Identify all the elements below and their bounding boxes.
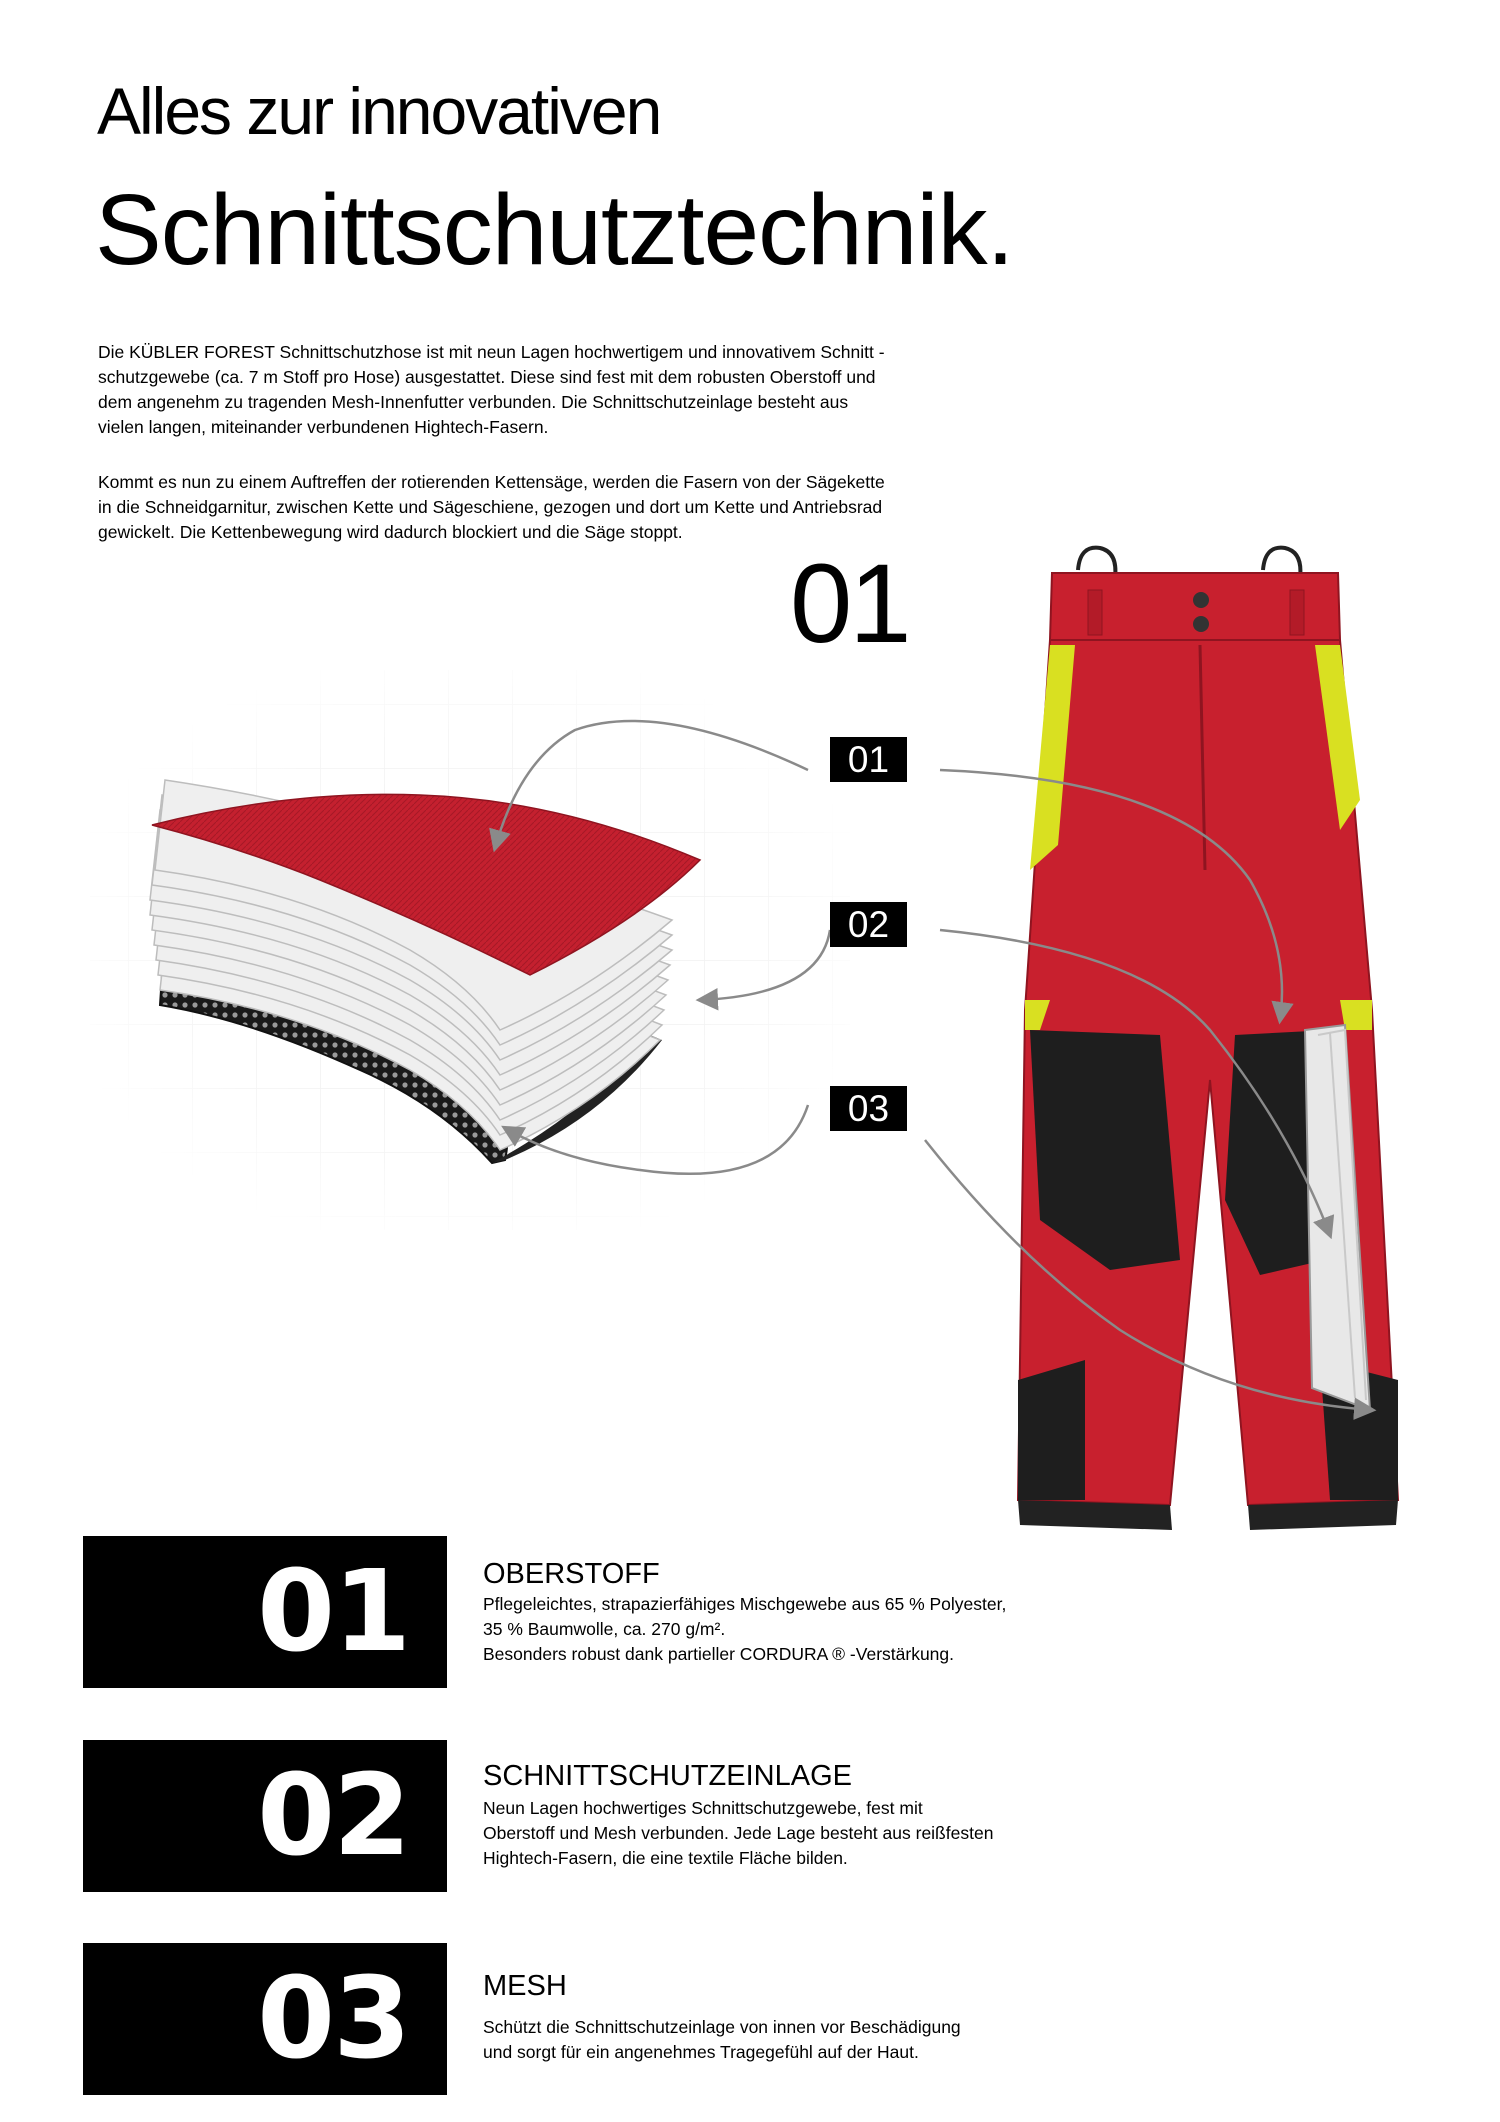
intro-line: in die Schneidgarnitur, zwischen Kette und Sägeschiene, gezogen und dort um Kette und Antriebsrad	[98, 497, 883, 517]
section-description-oberstoff	[483, 1592, 1006, 1667]
section-line: Schützt die Schnittschutzeinlage von innen vor Beschädigung	[483, 2017, 961, 2037]
intro-line: dem angenehm zu tragenden Mesh-Innenfutter verbunden. Die Schnittschutzeinlage besteht aus	[98, 392, 849, 412]
section-title-schnittschutzeinlage: SCHNITTSCHUTZEINLAGE	[483, 1760, 852, 1792]
intro-line: Kommt es nun zu einem Auftreffen der rotierenden Kettensäge, werden die Fasern von der Sägekette	[98, 472, 885, 492]
section-title-oberstoff: OBERSTOFF	[483, 1558, 660, 1590]
callout-tag-01: 01	[830, 737, 907, 782]
intro-paragraph-1	[98, 340, 1018, 440]
intro-line: Die KÜBLER FOREST Schnittschutzhose ist mit neun Lagen hochwertigem und innovativem Schnitt -	[98, 342, 885, 362]
trousers-illustration	[1018, 548, 1398, 1530]
section-line: 35 % Baumwolle, ca. 270 g/m².	[483, 1619, 726, 1639]
section-line: und sorgt für ein angenehmes Tragegefühl auf der Haut.	[483, 2042, 919, 2062]
section-line: Neun Lagen hochwertiges Schnittschutzgewebe, fest mit	[483, 1798, 923, 1818]
intro-paragraph-2	[98, 470, 1018, 545]
intro-line: gewickelt. Die Kettenbewegung wird dadurch blockiert und die Säge stoppt.	[98, 522, 683, 542]
section-line: Pflegeleichtes, strapazierfähiges Mischgewebe aus 65 % Polyester,	[483, 1594, 1007, 1614]
section-number-box-02: 02	[83, 1740, 447, 1892]
intro-line: schutzgewebe (ca. 7 m Stoff pro Hose) ausgestattet. Diese sind fest mit dem robusten Oberstoff und	[98, 367, 876, 387]
section-title-mesh: MESH	[483, 1970, 567, 2002]
section-line: Besonders robust dank partieller CORDURA ® -Verstärkung.	[483, 1644, 955, 1664]
section-line: Hightech-Fasern, die eine textile Fläche bilden.	[483, 1848, 848, 1868]
page-title-line1: Alles zur innovativen	[97, 74, 661, 148]
section-number-box-03: 03	[83, 1943, 447, 2095]
page-title-line2: Schnittschutztechnik.	[95, 174, 1014, 286]
callout-tag-02: 02	[830, 902, 907, 947]
callout-tag-03: 03	[830, 1086, 907, 1131]
section-description-schnittschutzeinlage	[483, 1796, 993, 1871]
section-line: Oberstoff und Mesh verbunden. Jede Lage besteht aus reißfesten	[483, 1823, 994, 1843]
diagram-big-number: 01	[790, 541, 909, 666]
intro-line: vielen langen, miteinander verbundenen Hightech-Fasern.	[98, 417, 549, 437]
section-number-box-01: 01	[83, 1536, 447, 1688]
section-description-mesh	[483, 2015, 961, 2065]
